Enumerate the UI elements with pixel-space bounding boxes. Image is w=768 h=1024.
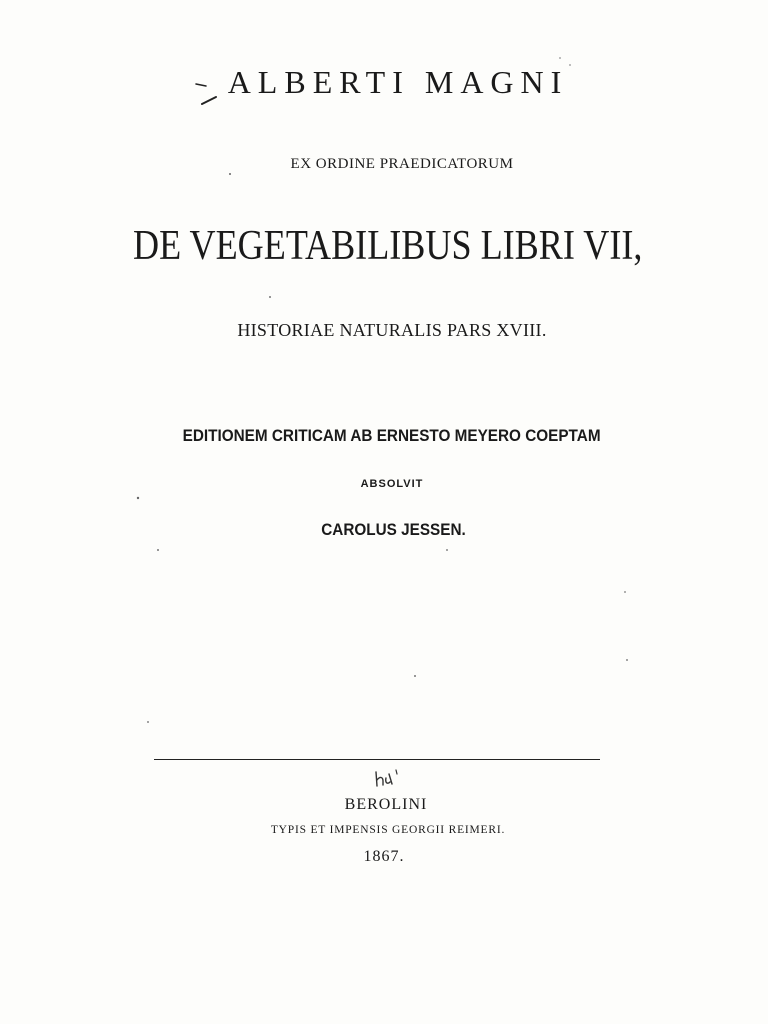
author-name: ALBERTI MAGNI bbox=[227, 64, 569, 100]
book-title: DE VEGETABILIBUS LIBRI VII, bbox=[132, 223, 643, 269]
imprint-year: 1867. bbox=[363, 848, 405, 865]
editor-name: CAROLUS JESSEN. bbox=[321, 520, 466, 539]
imprint-divider bbox=[154, 759, 600, 760]
absolvit-label: ABSOLVIT bbox=[360, 478, 424, 490]
book-subtitle: HISTORIAE NATURALIS PARS XVIII. bbox=[237, 320, 547, 340]
edition-statement: EDITIONEM CRITICAM AB ERNESTO MEYERO COEPTAM bbox=[182, 426, 601, 445]
imprint-place: BEROLINI bbox=[344, 796, 428, 813]
imprint-printer: TYPIS ET IMPENSIS GEORGII REIMERI. bbox=[270, 824, 506, 836]
handwritten-mark-icon bbox=[372, 768, 402, 792]
religious-order: EX ORDINE PRAEDICATORUM bbox=[290, 156, 514, 172]
